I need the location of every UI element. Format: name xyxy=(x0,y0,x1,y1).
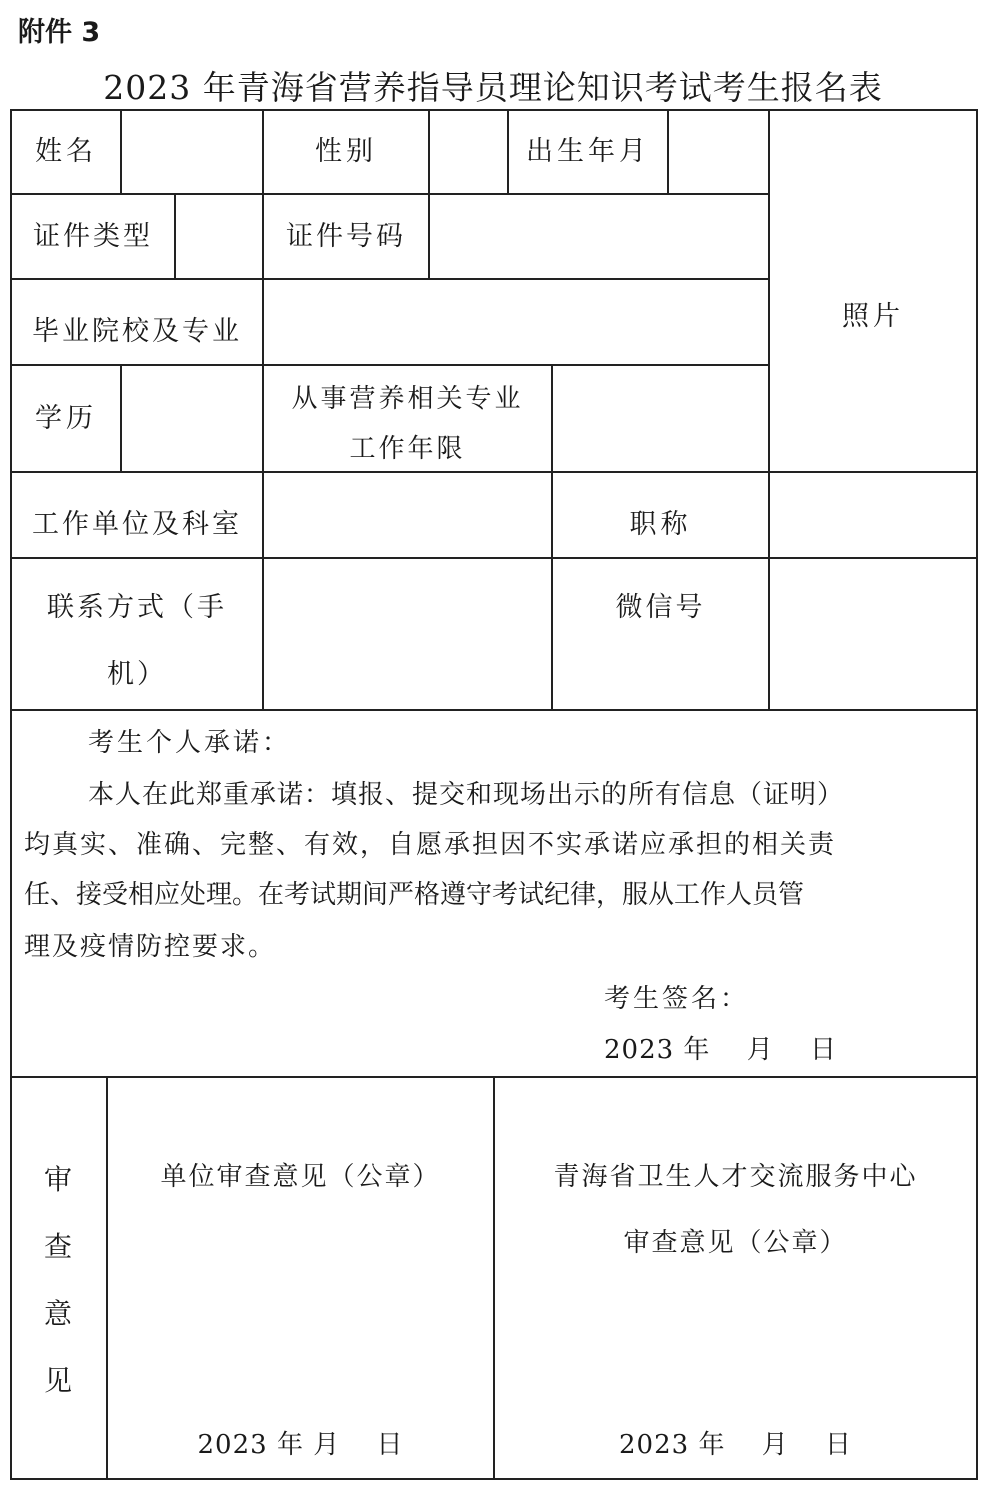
attachment-label: 附件 3 xyxy=(18,17,101,48)
center-opinion-line1: 青海省卫生人才交流服务中心 xyxy=(553,1162,918,1192)
gender-label: 性别 xyxy=(315,136,377,167)
education-label: 学历 xyxy=(35,402,97,434)
workplace-label: 工作单位及科室 xyxy=(32,509,242,540)
unit-opinion-label: 单位审查意见（公章） xyxy=(160,1162,441,1192)
birth-label: 出生年月 xyxy=(526,136,650,167)
col-line xyxy=(262,471,264,709)
review-char-1: 审 xyxy=(43,1163,72,1196)
row-line-6 xyxy=(10,709,978,711)
commitment-text-line3: 任、接受相应处理。在考试期间严格遵守考试纪律，服从工作人员管 xyxy=(24,880,805,910)
commitment-text-line1: 本人在此郑重承诺：填报、提交和现场出示的所有信息（证明） xyxy=(88,780,845,810)
photo-label: 照片 xyxy=(842,301,904,332)
center-opinion-line2: 审查意见（公章） xyxy=(623,1228,848,1258)
wechat-label: 微信号 xyxy=(615,592,706,623)
title-rank-label: 职称 xyxy=(629,509,692,540)
col-line xyxy=(667,109,669,195)
center-opinion-date: 2023 年 月 日 xyxy=(619,1430,852,1460)
col-line xyxy=(174,193,176,280)
commitment-text-line2: 均真实、准确、完整、有效，自愿承担因不实承诺应承担的相关责 xyxy=(24,830,837,860)
commitment-heading: 考生个人承诺： xyxy=(88,728,292,758)
id-type-label: 证件类型 xyxy=(33,220,153,252)
commitment-date: 2023 年 月 日 xyxy=(604,1035,837,1065)
work-years-label-line1: 从事营养相关专业 xyxy=(291,384,524,414)
table-border-right xyxy=(976,109,978,1480)
review-char-2: 查 xyxy=(43,1230,72,1263)
name-label: 姓名 xyxy=(35,136,97,167)
review-char-3: 意 xyxy=(43,1297,72,1330)
unit-opinion-date: 2023 年 月 日 xyxy=(197,1430,404,1460)
contact-label-line1: 联系方式（手 xyxy=(47,592,227,623)
commitment-text-line4: 理及疫情防控要求。 xyxy=(24,932,277,962)
page-title: 2023 年青海省营养指导员理论知识考试考生报名表 xyxy=(103,68,883,107)
id-number-label: 证件号码 xyxy=(286,220,406,252)
contact-label-line2: 机） xyxy=(107,659,167,690)
school-major-label: 毕业院校及专业 xyxy=(32,316,242,347)
col-line xyxy=(428,109,430,280)
col-line xyxy=(120,109,122,195)
signature-label: 考生签名： xyxy=(604,984,750,1014)
work-years-label-line2: 工作年限 xyxy=(349,434,466,464)
review-char-4: 见 xyxy=(43,1364,72,1397)
